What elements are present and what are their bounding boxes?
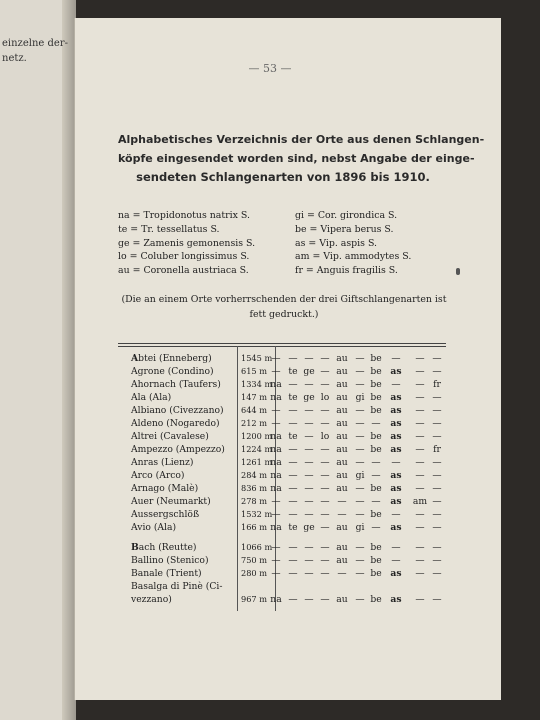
species-cell: — [391, 379, 401, 390]
table-row [0, 469, 540, 482]
species-cell: — [371, 522, 381, 533]
species-cell: te [288, 366, 298, 377]
species-cell: au [336, 405, 348, 416]
species-cell: as [390, 568, 402, 579]
species-cell: — [415, 418, 425, 429]
species-cell: — [288, 418, 298, 429]
species-cell: — [288, 509, 298, 520]
legend-item: gi = Cor. girondica S. [295, 210, 398, 221]
species-cell: — [271, 555, 281, 566]
legend-item: ge = Zamenis gemonensis S. [118, 237, 256, 249]
place-name: Ampezzo (Ampezzo) [131, 444, 225, 455]
species-cell: — [415, 594, 425, 605]
species-cell: — [355, 405, 365, 416]
table-row [0, 352, 540, 365]
species-cell: ge [303, 522, 315, 533]
species-cell: au [336, 483, 348, 494]
altitude: 278 m [241, 496, 267, 506]
legend-item: as = Vip. aspis S. [295, 237, 378, 249]
species-cell: — [415, 457, 425, 468]
species-cell: fr [433, 444, 441, 455]
species-cell: be [370, 431, 382, 442]
table-row [0, 580, 540, 593]
species-cell: — [304, 353, 314, 364]
species-cell: — [304, 405, 314, 416]
species-cell: — [271, 542, 281, 553]
species-cell: — [288, 483, 298, 494]
species-cell: be [370, 483, 382, 494]
species-cell: — [432, 483, 442, 494]
species-cell: — [288, 353, 298, 364]
altitude: 967 m [241, 594, 267, 604]
place-name: Ala (Ala) [131, 392, 172, 403]
place-name: Ahornach (Taufers) [131, 379, 221, 390]
species-cell: — [320, 353, 330, 364]
species-cell: — [320, 522, 330, 533]
species-cell: — [355, 379, 365, 390]
place-name: Basalga di Pinè (Ci- [131, 581, 223, 592]
species-cell: — [355, 555, 365, 566]
species-cell: — [391, 509, 401, 520]
species-cell: te [288, 522, 298, 533]
species-cell: — [288, 470, 298, 481]
species-cell: — [320, 366, 330, 377]
species-cell: au [336, 431, 348, 442]
species-cell: — [415, 555, 425, 566]
species-cell: na [270, 457, 282, 468]
altitude: 1545 m [241, 353, 273, 363]
place-name: vezzano) [131, 594, 172, 605]
place-name: Agrone (Condino) [131, 366, 214, 377]
species-cell: — [415, 444, 425, 455]
species-cell: gi [355, 392, 365, 403]
species-cell: — [320, 483, 330, 494]
species-cell: — [355, 353, 365, 364]
species-cell: au [336, 379, 348, 390]
table-row [0, 508, 540, 521]
species-cell: — [415, 405, 425, 416]
species-cell: — [415, 392, 425, 403]
altitude: 1224 m [241, 444, 273, 454]
species-cell: au [336, 353, 348, 364]
species-cell: — [415, 431, 425, 442]
species-cell: as [390, 483, 402, 494]
table-row [0, 417, 540, 430]
species-cell: au [336, 444, 348, 455]
species-cell: as [390, 496, 402, 507]
table-row [0, 495, 540, 508]
place-name: Altrei (Cavalese) [131, 431, 209, 442]
legend-item: au = Coronella austriaca S. [118, 265, 249, 277]
altitude: 280 m [241, 568, 267, 578]
place-name: Abtei (Enneberg) [131, 353, 212, 364]
species-cell: be [370, 555, 382, 566]
species-cell: au [336, 555, 348, 566]
species-cell: — [288, 542, 298, 553]
table-row [0, 456, 540, 469]
species-cell: — [320, 444, 330, 455]
species-cell: be [370, 379, 382, 390]
table-row [0, 365, 540, 378]
species-cell: — [271, 353, 281, 364]
species-cell: — [304, 568, 314, 579]
altitude: 615 m [241, 366, 267, 376]
table-row [0, 521, 540, 534]
species-cell: — [391, 353, 401, 364]
species-cell: — [432, 568, 442, 579]
species-cell: — [371, 496, 381, 507]
table-top-rule [118, 346, 446, 347]
species-cell: ge [303, 366, 315, 377]
left-page-line: einzelne der- [2, 38, 68, 49]
species-cell: au [336, 366, 348, 377]
species-cell: — [337, 509, 347, 520]
species-cell: au [336, 392, 348, 403]
species-cell: — [371, 470, 381, 481]
table-row [0, 541, 540, 554]
species-cell: — [415, 470, 425, 481]
species-cell: — [355, 594, 365, 605]
title-line: sendeten Schlangenarten von 1896 bis 1910. [136, 170, 430, 184]
note-line: (Die an einem Orte vorherrschenden der drei Giftschlangenarten ist [121, 294, 447, 305]
species-cell: — [304, 509, 314, 520]
species-cell: — [288, 379, 298, 390]
species-cell: be [370, 405, 382, 416]
species-cell: — [288, 457, 298, 468]
altitude: 1200 m [241, 431, 273, 441]
species-cell: be [370, 594, 382, 605]
place-name: Anras (Lienz) [131, 457, 194, 468]
species-cell: — [320, 496, 330, 507]
species-cell: — [432, 457, 442, 468]
species-cell: as [390, 444, 402, 455]
table-row [0, 567, 540, 580]
altitude: 1066 m [241, 542, 273, 552]
species-cell: as [390, 431, 402, 442]
species-cell: as [390, 418, 402, 429]
altitude: 836 m [241, 483, 267, 493]
species-cell: au [336, 594, 348, 605]
species-cell: — [355, 509, 365, 520]
species-cell: — [304, 483, 314, 494]
species-cell: gi [355, 470, 365, 481]
species-cell: — [355, 431, 365, 442]
note-line: fett gedruckt.) [249, 309, 319, 320]
species-cell: lo [320, 431, 330, 442]
table-row [0, 391, 540, 404]
species-cell: — [355, 366, 365, 377]
place-name: Avio (Ala) [131, 522, 177, 533]
species-cell: — [337, 568, 347, 579]
table-row [0, 404, 540, 417]
legend-item: te = Tr. tessellatus S. [118, 223, 220, 235]
note [118, 292, 450, 322]
species-cell: — [304, 444, 314, 455]
species-cell: be [370, 509, 382, 520]
species-cell: — [288, 555, 298, 566]
species-cell: na [270, 379, 282, 390]
legend-item: be = Vipera berus S. [295, 223, 394, 235]
altitude: 166 m [241, 522, 267, 532]
species-cell: au [336, 542, 348, 553]
species-cell: — [271, 509, 281, 520]
table-top-rule [118, 343, 446, 344]
altitude: 1532 m [241, 509, 273, 519]
species-cell: be [370, 444, 382, 455]
species-cell: — [391, 457, 401, 468]
altitude: 284 m [241, 470, 267, 480]
species-cell: — [271, 405, 281, 416]
species-cell: na [270, 431, 282, 442]
legend-item: lo = Coluber longissimus S. [118, 251, 250, 263]
species-cell: — [432, 594, 442, 605]
species-cell: as [390, 405, 402, 416]
species-cell: as [390, 392, 402, 403]
species-cell: — [355, 418, 365, 429]
legend-left [118, 209, 255, 278]
species-cell: gi [355, 522, 365, 533]
species-cell: be [370, 366, 382, 377]
left-page-line: netz. [2, 53, 27, 64]
legend-item: fr = Anguis fragilis S. [295, 265, 398, 277]
species-cell: — [288, 405, 298, 416]
species-cell: — [288, 444, 298, 455]
species-cell: — [320, 457, 330, 468]
species-cell: — [355, 496, 365, 507]
species-cell: — [320, 379, 330, 390]
species-cell: — [432, 470, 442, 481]
species-cell: — [304, 379, 314, 390]
species-cell: — [432, 522, 442, 533]
species-cell: — [415, 542, 425, 553]
place-name: Aldeno (Nogaredo) [131, 418, 220, 429]
species-cell: — [432, 496, 442, 507]
species-cell: — [415, 483, 425, 494]
species-cell: — [415, 366, 425, 377]
species-cell: — [432, 555, 442, 566]
species-cell: be [370, 353, 382, 364]
place-name: Bach (Reutte) [131, 542, 197, 553]
species-cell: — [271, 496, 281, 507]
species-cell: — [304, 431, 314, 442]
altitude: 147 m [241, 392, 267, 402]
species-cell: — [415, 509, 425, 520]
table-row [0, 378, 540, 391]
altitude: 750 m [241, 555, 267, 565]
species-cell: — [432, 392, 442, 403]
species-cell: au [336, 522, 348, 533]
species-cell: — [415, 379, 425, 390]
altitude: 644 m [241, 405, 267, 415]
place-name: Ballino (Stenico) [131, 555, 209, 566]
table-row [0, 430, 540, 443]
species-cell: te [288, 431, 298, 442]
title-line: köpfe eingesendet worden sind, nebst Angabe der einge- [118, 152, 475, 165]
page-title [118, 130, 485, 187]
place-name: Aussergschlöß [131, 509, 200, 520]
altitude: 1334 m [241, 379, 273, 389]
species-cell: na [270, 483, 282, 494]
species-cell: am [412, 496, 428, 507]
species-cell: — [304, 555, 314, 566]
species-cell: fr [433, 379, 441, 390]
species-cell: — [432, 509, 442, 520]
species-cell: — [415, 522, 425, 533]
title-line: Alphabetisches Verzeichnis der Orte aus denen Schlangen- [118, 133, 485, 146]
species-cell: — [288, 568, 298, 579]
species-cell: — [432, 418, 442, 429]
species-cell: — [271, 418, 281, 429]
species-cell: — [320, 405, 330, 416]
species-cell: — [304, 418, 314, 429]
species-cell: — [355, 568, 365, 579]
altitude: 212 m [241, 418, 267, 428]
species-cell: na [270, 470, 282, 481]
place-name: Banale (Trient) [131, 568, 202, 579]
species-cell: — [304, 594, 314, 605]
species-cell: au [336, 457, 348, 468]
species-cell: — [432, 405, 442, 416]
species-cell: — [355, 483, 365, 494]
species-cell: — [415, 568, 425, 579]
species-cell: — [288, 594, 298, 605]
page-number: — 53 — [248, 62, 292, 75]
species-cell: au [336, 418, 348, 429]
species-cell: na [270, 444, 282, 455]
species-cell: — [371, 418, 381, 429]
place-name: Arnago (Malè) [131, 483, 199, 494]
species-cell: — [320, 509, 330, 520]
species-cell: — [320, 568, 330, 579]
species-cell: — [355, 542, 365, 553]
species-cell: be [370, 392, 382, 403]
place-name: Arco (Arco) [131, 470, 185, 481]
species-cell: au [336, 470, 348, 481]
species-cell: — [432, 353, 442, 364]
species-cell: — [371, 457, 381, 468]
species-cell: — [320, 594, 330, 605]
species-cell: — [320, 555, 330, 566]
species-cell: — [337, 496, 347, 507]
species-cell: — [271, 568, 281, 579]
table-row [0, 482, 540, 495]
legend-right [295, 209, 411, 278]
species-cell: as [390, 470, 402, 481]
species-cell: — [288, 496, 298, 507]
species-cell: — [432, 542, 442, 553]
species-cell: te [288, 392, 298, 403]
species-cell: — [355, 457, 365, 468]
species-cell: na [270, 522, 282, 533]
species-cell: as [390, 594, 402, 605]
species-cell: — [415, 353, 425, 364]
legend-item: na = Tropidonotus natrix S. [118, 210, 250, 221]
legend-item: am = Vip. ammodytes S. [295, 251, 412, 263]
species-cell: — [432, 431, 442, 442]
place-name: Auer (Neumarkt) [131, 496, 211, 507]
species-cell: ge [303, 392, 315, 403]
species-cell: na [270, 392, 282, 403]
species-cell: — [432, 366, 442, 377]
species-cell: — [304, 457, 314, 468]
table-row [0, 554, 540, 567]
species-cell: — [304, 470, 314, 481]
species-cell: — [320, 470, 330, 481]
species-cell: — [304, 496, 314, 507]
table-row [0, 443, 540, 456]
place-name: Albiano (Civezzano) [131, 405, 224, 416]
ink-mark [456, 268, 460, 275]
species-cell: — [355, 444, 365, 455]
species-cell: lo [320, 392, 330, 403]
species-cell: be [370, 542, 382, 553]
species-cell: na [270, 594, 282, 605]
species-cell: — [320, 542, 330, 553]
table-row [0, 593, 540, 606]
species-cell: — [304, 542, 314, 553]
species-cell: be [370, 568, 382, 579]
species-cell: — [320, 418, 330, 429]
species-cell: — [391, 542, 401, 553]
species-cell: as [390, 366, 402, 377]
altitude: 1261 m [241, 457, 273, 467]
species-cell: — [271, 366, 281, 377]
species-cell: as [390, 522, 402, 533]
species-cell: — [391, 555, 401, 566]
